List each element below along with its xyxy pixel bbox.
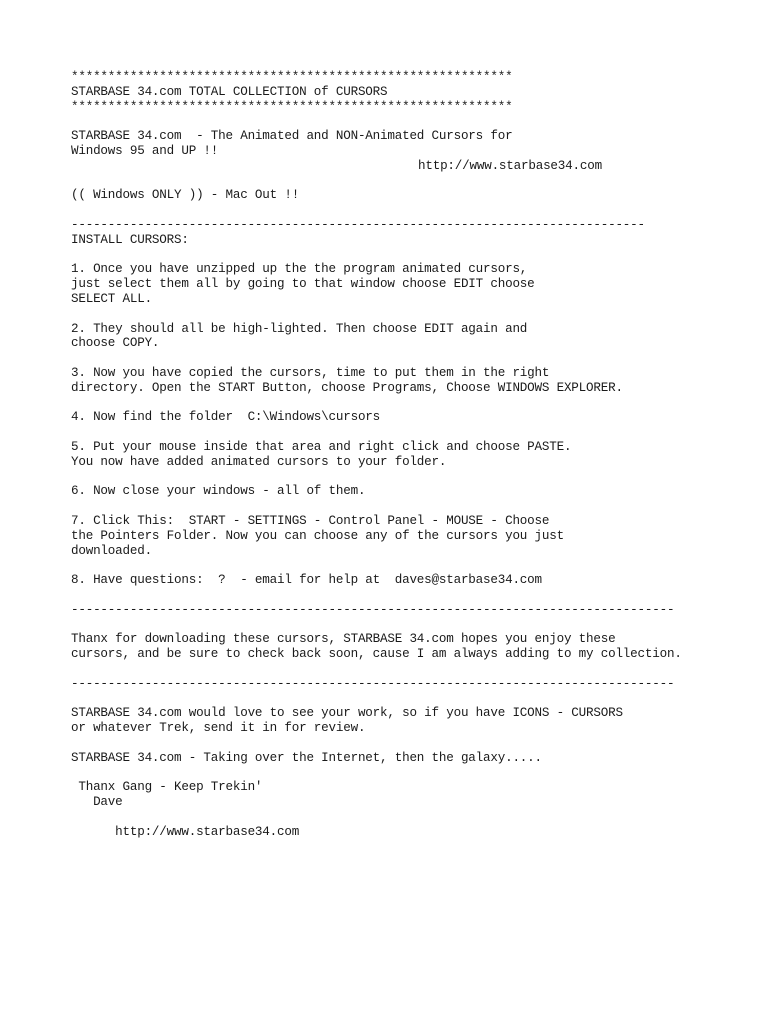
signoff-line-1: Thanx Gang - Keep Trekin' <box>71 780 263 795</box>
step-5-line: You now have added animated cursors to your folder. <box>71 454 447 469</box>
step-3-line: directory. Open the START Button, choose Programs, Choose WINDOWS EXPLORER. <box>71 380 623 395</box>
blank-line <box>71 588 761 603</box>
step-7-line: 7. Click This: START - SETTINGS - Control Panel - MOUSE - Choose <box>71 513 550 528</box>
intro-line-2: Windows 95 and UP !! <box>71 143 219 158</box>
divider-install: ------------------------------------------------------------------------------ <box>71 217 645 232</box>
intro-line-1: STARBASE 34.com - The Animated and NON-Animated Cursors for <box>71 129 513 144</box>
blank-line <box>71 203 761 218</box>
blank-line <box>71 736 761 751</box>
blank-line <box>71 470 761 485</box>
help-email-link[interactable]: daves@starbase34.com <box>394 573 542 588</box>
step-8-text: 8. Have questions: ? - email for help at <box>71 573 395 588</box>
signoff-name: Dave <box>71 795 123 810</box>
step-2-line: 2. They should all be high-lighted. Then choose EDIT again and <box>71 321 528 336</box>
step-6-line: 6. Now close your windows - all of them. <box>71 484 366 499</box>
step-3-line: 3. Now you have copied the cursors, time to put them in the right <box>71 365 550 380</box>
header-stars-bottom: ************************************************************ <box>71 99 513 114</box>
header-stars-top: ************************************************************ <box>71 70 513 84</box>
text-document <box>71 70 761 839</box>
blank-line <box>71 114 761 129</box>
step-8-line <box>71 573 761 588</box>
blank-line <box>71 810 761 825</box>
blank-line <box>71 248 761 263</box>
step-1-line: 1. Once you have unzipped up the the program animated cursors, <box>71 262 528 277</box>
install-heading: INSTALL CURSORS: <box>71 232 189 247</box>
step-4-line: 4. Now find the folder C:\Windows\cursors <box>71 410 381 425</box>
blank-line <box>71 617 761 632</box>
platform-note: (( Windows ONLY )) - Mac Out !! <box>71 188 300 203</box>
step-2-line: choose COPY. <box>71 336 160 351</box>
blank-line <box>71 396 761 411</box>
closing-url-link[interactable]: http://www.starbase34.com <box>71 824 300 839</box>
blank-line <box>71 765 761 780</box>
document-title: STARBASE 34.com TOTAL COLLECTION of CURSORS <box>71 84 388 99</box>
step-1-line: just select them all by going to that window choose EDIT choose <box>71 277 535 292</box>
closing-line-2: or whatever Trek, send it in for review. <box>71 721 366 736</box>
intro-url-link[interactable]: http://www.starbase34.com <box>418 158 602 173</box>
divider-thanks: ---------------------------------------------------------------------------------- <box>71 602 675 617</box>
blank-line <box>71 425 761 440</box>
blank-line <box>71 307 761 322</box>
closing-line-1: STARBASE 34.com would love to see your work, so if you have ICONS - CURSORS <box>71 706 623 721</box>
thanks-line-2: cursors, and be sure to check back soon, cause I am always adding to my collection. <box>71 647 682 662</box>
step-7-line: the Pointers Folder. Now you can choose any of the cursors you just <box>71 528 564 543</box>
divider-closing: ---------------------------------------------------------------------------------- <box>71 676 675 691</box>
blank-line <box>71 351 761 366</box>
step-5-line: 5. Put your mouse inside that area and right click and choose PASTE. <box>71 439 572 454</box>
step-7-line: downloaded. <box>71 543 152 558</box>
blank-line <box>71 499 761 514</box>
closing-url-line <box>71 825 761 840</box>
blank-line <box>71 174 761 189</box>
blank-line <box>71 558 761 573</box>
step-1-line: SELECT ALL. <box>71 291 152 306</box>
blank-line <box>71 662 761 677</box>
thanks-line-1: Thanx for downloading these cursors, STARBASE 34.com hopes you enjoy these <box>71 632 616 647</box>
tagline: STARBASE 34.com - Taking over the Internet, then the galaxy..... <box>71 750 542 765</box>
intro-url-line <box>71 159 761 174</box>
blank-line <box>71 691 761 706</box>
